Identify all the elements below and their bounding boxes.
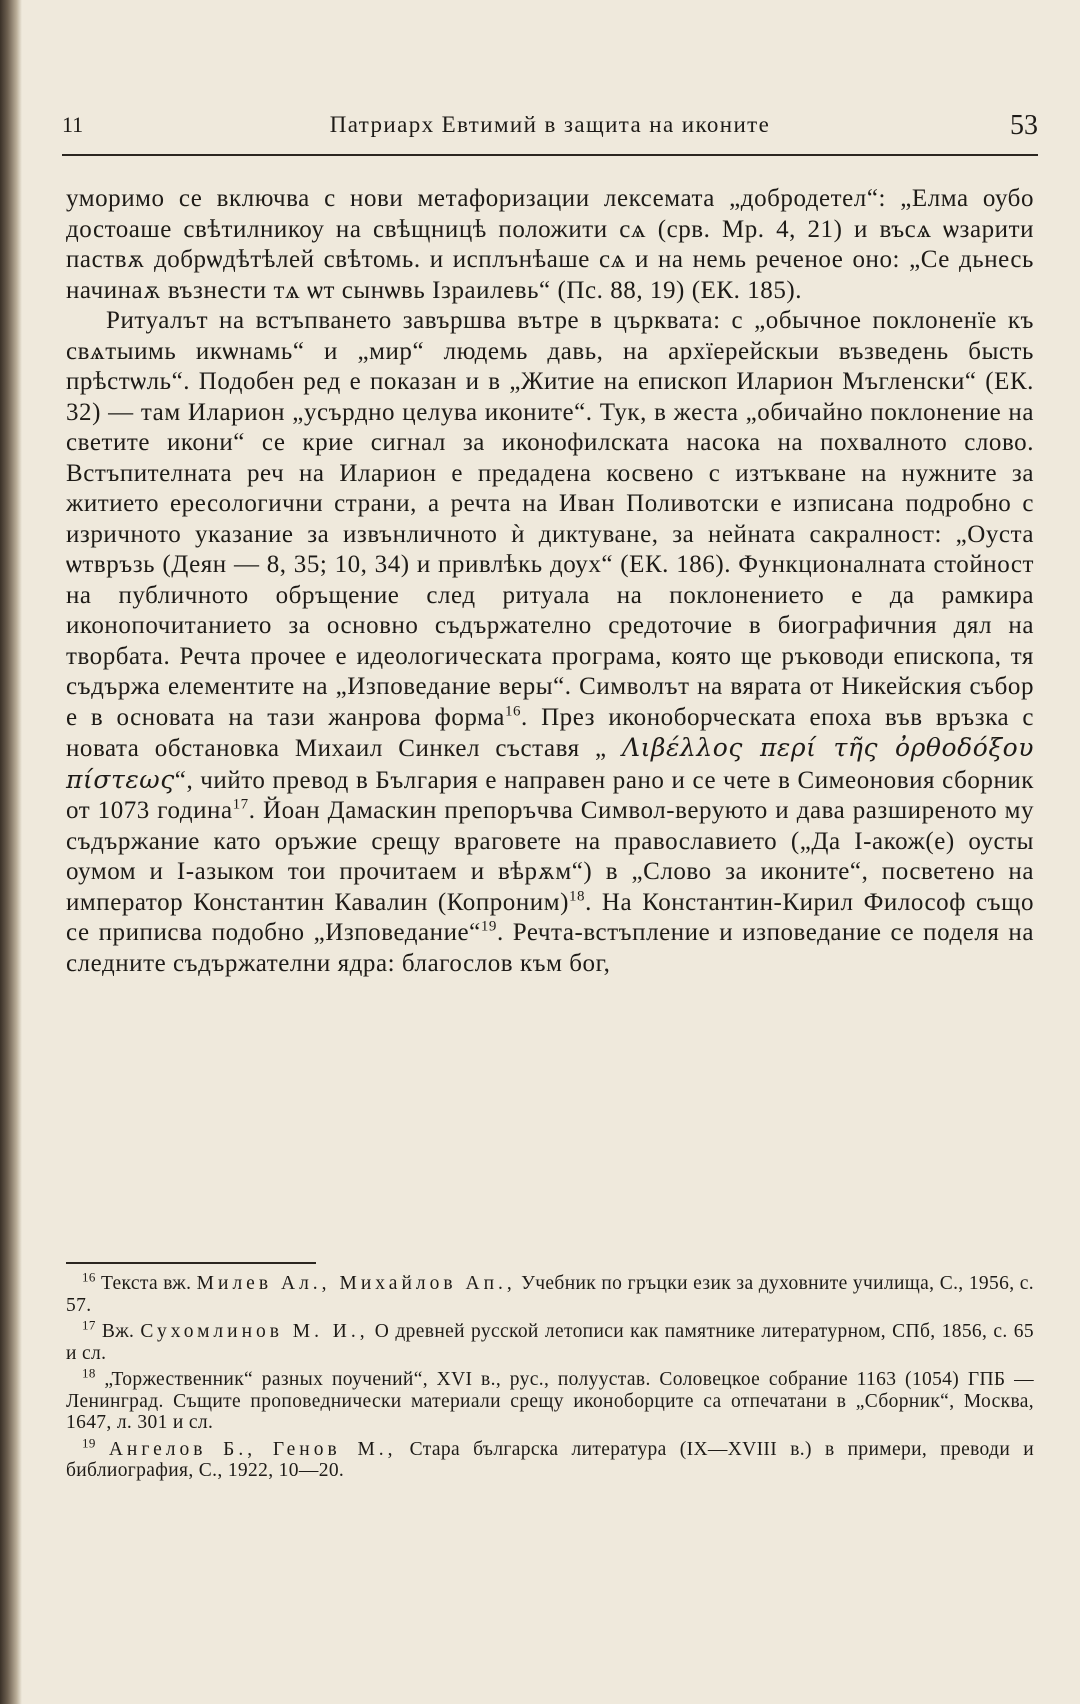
running-title: Патриарх Евтимий в защита на иконите <box>329 112 771 137</box>
paragraph-2-text-d: . Йоан Дамаскин препоръчва Символ-веруюто и дава разширеното му съдържание като оръжие срещу враговете на православието („Да І-акож(е) оусты оумом и І-азыком тои прочитаем и вѣрѫм“) в „Слово за иконите“, посветено на император Константин Кавалин (Копроним) <box>66 797 1035 916</box>
footnote-authors: Сухомлинов М. И., <box>140 1321 369 1342</box>
running-header <box>62 108 1038 150</box>
paragraph-2-text-e: . На Константин-Кирил Философ също се приписва подобно „Изповедание“ <box>66 888 1034 946</box>
paragraph-2-text-c: “, чийто превод в България е направен рано и се чете в Симеоновия сборник от 1073 година <box>66 766 1034 824</box>
footnote-16 <box>66 1269 1034 1316</box>
header-left-mark: 11 <box>62 112 84 137</box>
paragraph-1-text: уморимо се включва с нови метафоризации лексемата „добродетел“: „Елма оубо достоаше свѣтилникоу на свѣщницѣ положити сѧ (срв. Мр. 4, 21) и въсѧ ѡзарити паствѫ добрѡдѣтѣлей свѣтомь. и исплънѣаше сѧ и на немь реченое оно: „Се дьнесь начинаѫ възнести тѧ ѡт сынѡвь Ізраилевь“ (Пс. 88, 19) (ЕК. 185). <box>66 185 1034 304</box>
footnote-ref-18[interactable]: 18 <box>568 888 586 905</box>
main-text <box>66 184 1034 979</box>
paragraph-2-text-a: Ритуалът на встъпването завършва вътре в църквата: с „обычное поклоненїе къ свѧтыимь икѡнамь“ и „мир“ людемь давь, на архїерейскыи възведень бысть прѣстѡль“. Подобен ред е показан и в „Житие на епископ Иларион Мъгленски“ (ЕК. 32) — там Иларион „усърдно целува иконите“. Тук, в жеста „обичайно поклонение на светите икони“ се крие сигнал за иконофилската насока на похвалното слово. Встъпителната реч на Иларион е предадена косвено с изтъкване на нужните за житието ересологични страни, а речта на Иван Поливотски е изписана подробно с изричното указание за извънличното ѝ диктуване, за нейната сакралност: „Оуста ѡтвръзь (Деян — 8, 35; 10, 34) и привлѣкь доух“ (ЕК. 186). Функционалната стойност на публичното обръщение след ритуала на поклонението е да рамкира иконопочитанието за основно съдържателно средоточие в биографичния дял на творбата. Речта прочее е идеологическата програма, която ще ръководи епископа, тя съдържа елементите на „Изповедание веры“. Символът на вярата от Никейския събор е в основата на тази жанрова форма <box>66 307 1034 731</box>
footnotes <box>66 1269 1034 1487</box>
header-rule <box>62 154 1038 156</box>
footnote-prefix: Текста вж. <box>101 1273 192 1294</box>
footnote-text: Стара българска литература (IX—XVIII в.) в примери, преводи и библиография, С., 1922, 10—20. <box>66 1438 1034 1481</box>
footnote-number: 17 <box>82 1317 96 1333</box>
footnote-ref-16[interactable]: 16 <box>504 703 522 720</box>
book-spine-shadow <box>0 0 22 1704</box>
footnote-authors: Милев Ал., Михайлов Ап., <box>196 1273 516 1294</box>
footnote-authors: Ангелов Б., Генов М., <box>108 1438 397 1460</box>
footnote-prefix: Вж. <box>101 1321 135 1342</box>
footnote-text: Учебник по гръцки език за духовните училища, С., 1956, с. 57. <box>66 1273 1034 1316</box>
paragraph-2 <box>66 306 1034 979</box>
footnote-ref-19[interactable]: 19 <box>480 918 497 935</box>
footnote-text: „Торжественник“ разных поучений“, XVI в., рус., полуустав. Соловецкое собрание 1163 (1054) ГПБ — Ленинград. Същите проповеднически материали срещу иконоборците са отпечатани в „Сборник“, Москва, 1647, л. 301 и сл. <box>66 1369 1034 1433</box>
greek-title: Λιβέλλος περί τῆς ὀρθοδόξου πίστεως <box>66 733 1034 794</box>
book-page <box>50 0 1050 1704</box>
footnote-text: О древней русской летописи как памятнике литературном, СПб, 1856, с. 65 и сл. <box>66 1321 1034 1364</box>
footnote-rule <box>66 1262 316 1264</box>
paragraph-2-text-b: . През иконоборческата епоха във връзка с новата обстановка Михаил Синкел съставя „ <box>66 703 1034 762</box>
footnote-number: 19 <box>82 1435 96 1450</box>
footnote-number: 16 <box>82 1269 96 1285</box>
footnote-18 <box>66 1365 1034 1434</box>
footnote-ref-17[interactable]: 17 <box>232 796 249 813</box>
footnote-19 <box>66 1435 1034 1482</box>
footnote-17 <box>66 1317 1034 1364</box>
paragraph-1 <box>66 184 1034 306</box>
footnote-number: 18 <box>82 1365 96 1381</box>
page-number: 53 <box>1010 110 1038 141</box>
paragraph-2-text-f: . Речта-встъпление и изповедание се поделя на следните съдържателни ядра: благослов към бог, <box>66 919 1034 977</box>
